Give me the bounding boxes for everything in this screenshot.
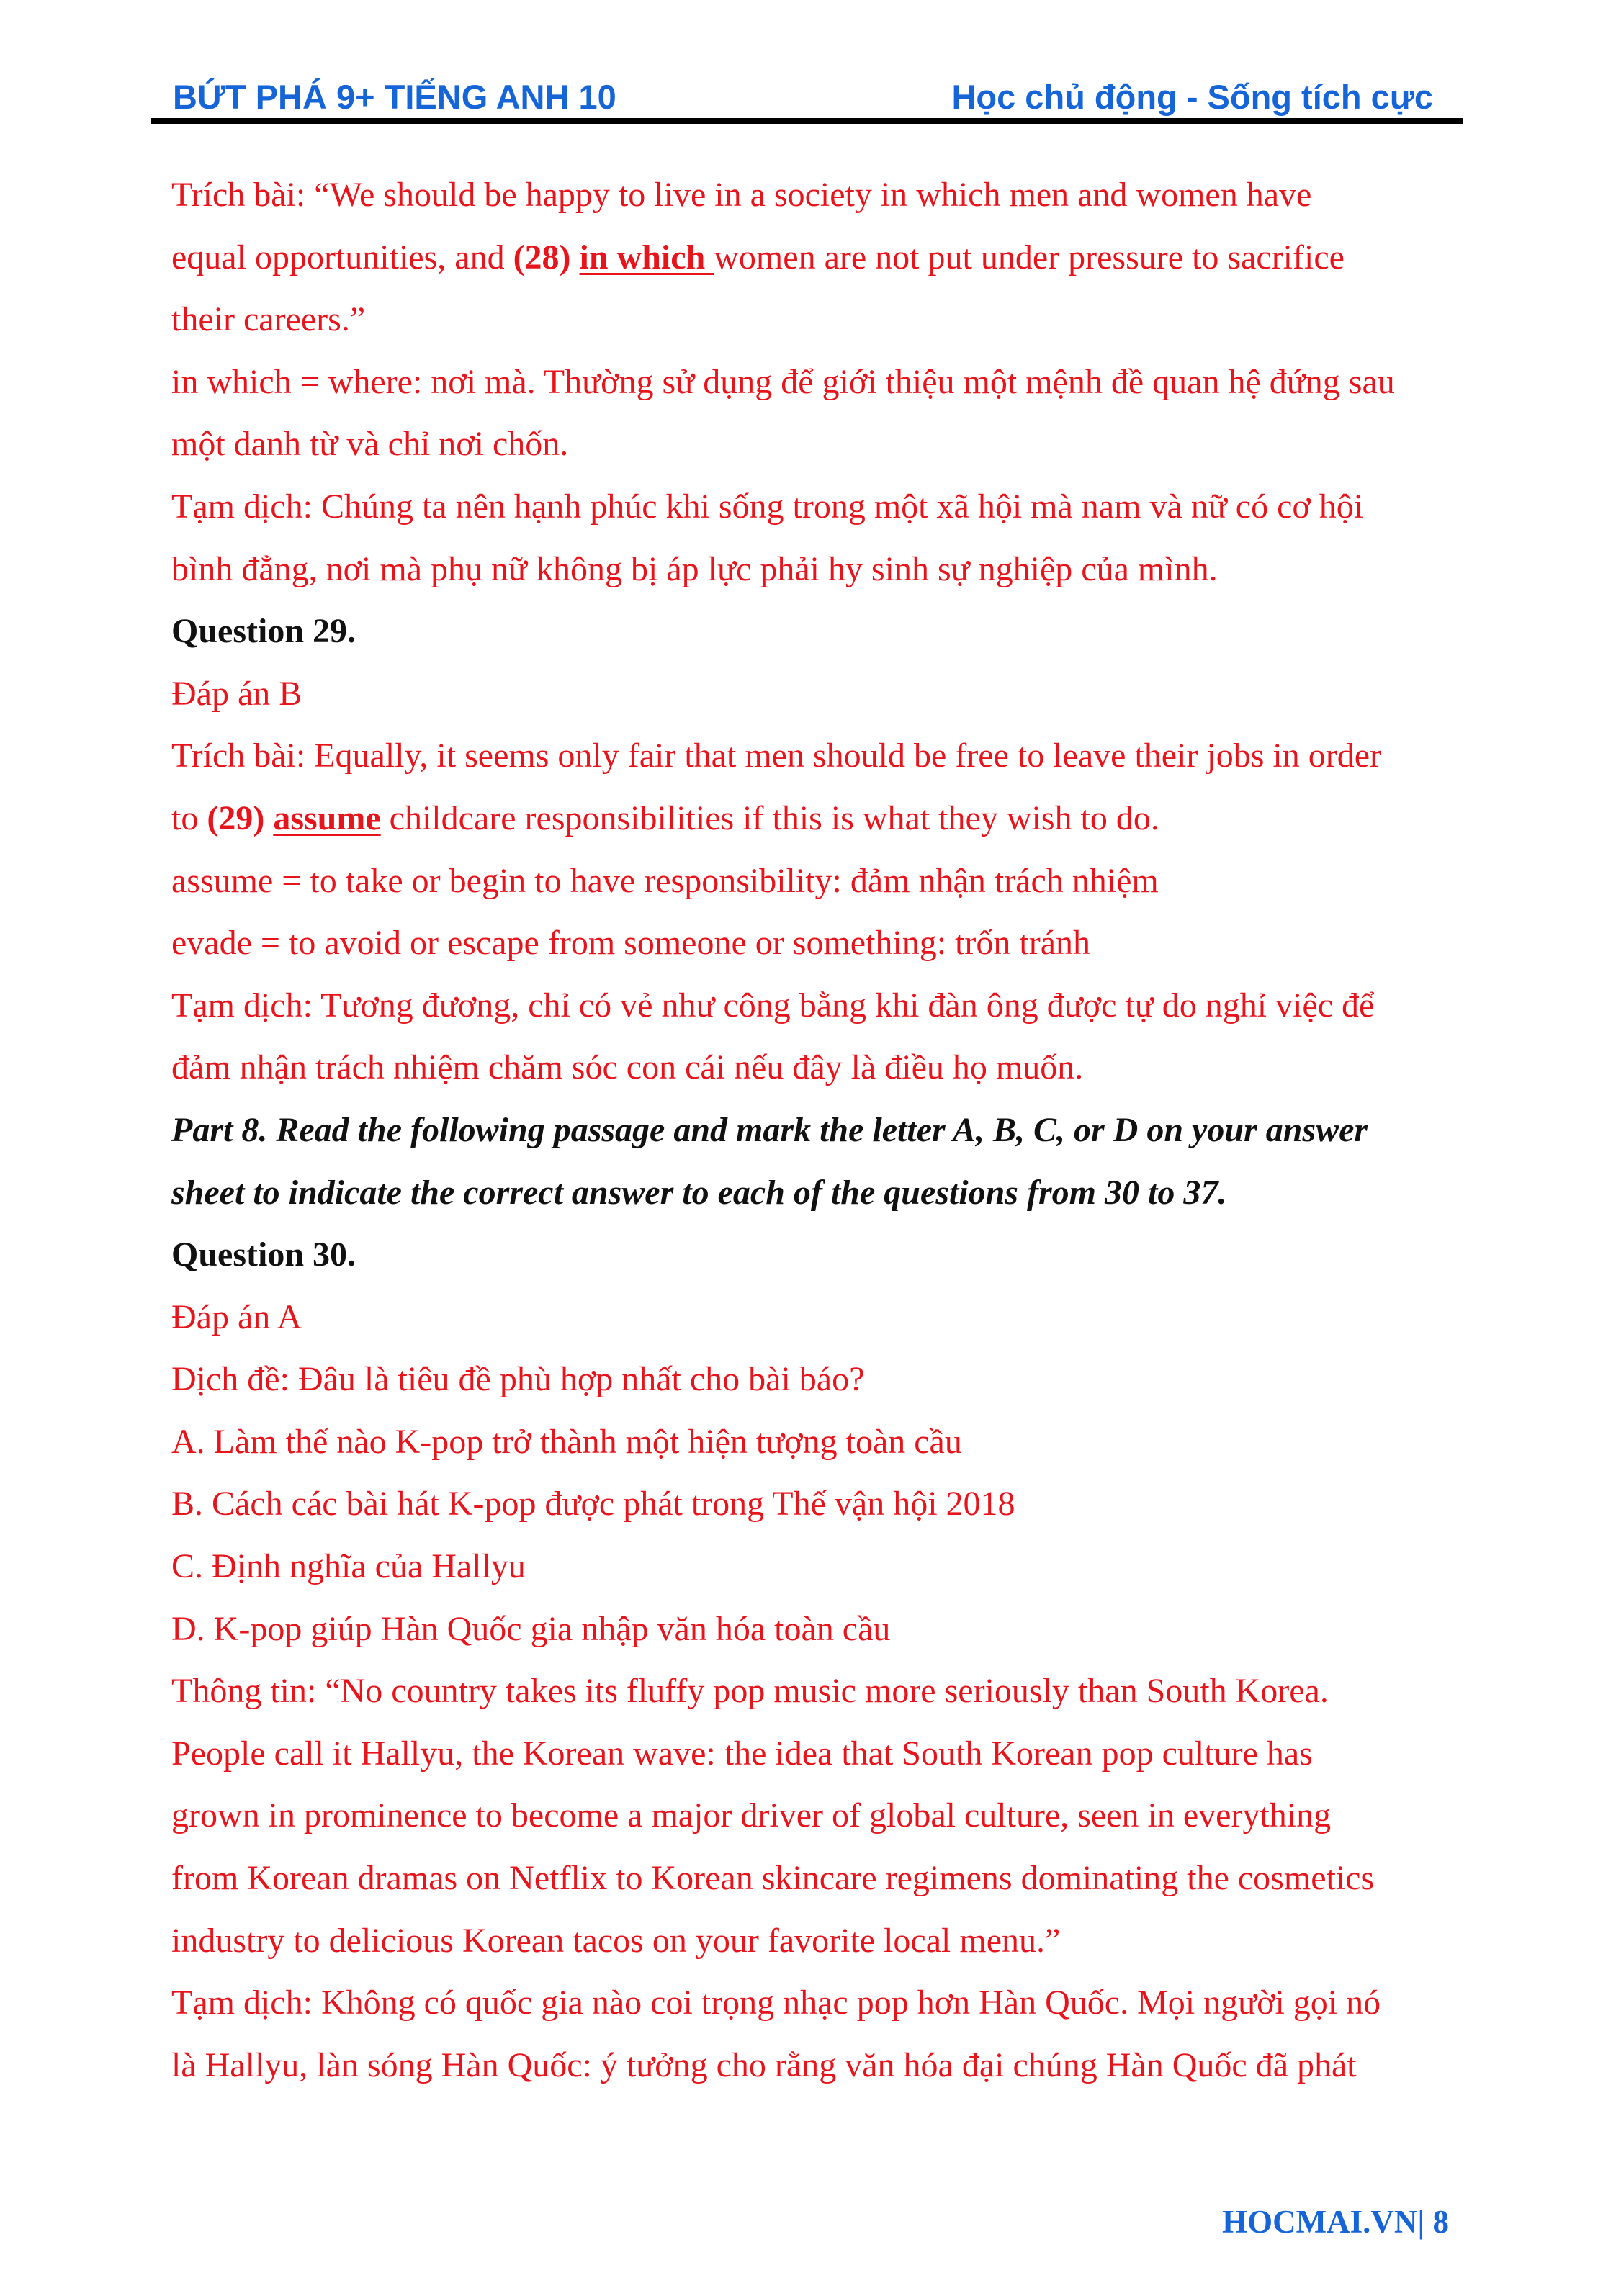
q30-info-line-4: from Korean dramas on Netflix to Korean skincare regimens dominating the cosmetics [171,1859,1375,1898]
q30-info-line-2: People call it Hallyu, the Korean wave: the idea that South Korean pop culture has [171,1734,1313,1773]
q29-excerpt-line-2: to (29) assume childcare responsibilities if this is what they wish to do. [171,798,1159,837]
q30-question: Dịch đề: Đâu là tiêu đề phù hợp nhất cho bài báo? [171,1360,865,1399]
part8-instruction-line-2: sheet to indicate the correct answer to each of the questions from 30 to 37. [171,1173,1227,1212]
q28-translation-line-2: bình đẳng, nơi mà phụ nữ không bị áp lực phải hy sinh sự nghiệp của mình. [171,549,1218,588]
page-footer [1222,2203,1449,2241]
q28-note-line-2: một danh từ và chỉ nơi chốn. [171,425,569,464]
q30-answer: Đáp án A [171,1297,302,1336]
q30-info-line-3: grown in prominence to become a major driver of global culture, seen in everything [171,1796,1332,1835]
q29-number: (29) [207,798,265,837]
header-course-title: BỨT PHÁ 9+ TIẾNG ANH 10 [173,78,616,116]
q29-title: Question 29. [171,612,356,651]
q28-number: (28) [513,238,571,276]
q29-answer-word: assume [273,798,381,837]
q30-title: Question 30. [171,1235,356,1274]
footer-site-name: HOCMAI.VN [1222,2204,1418,2240]
q30-info-line-5: industry to delicious Korean tacos on your favorite local menu.” [171,1921,1061,1960]
q28-excerpt-line-3: their careers.” [171,300,366,339]
q30-translation-line-1: Tạm dịch: Không có quốc gia nào coi trọng nhạc pop hơn Hàn Quốc. Mọi người gọi nó [171,1984,1381,2022]
q29-translation-line-2: đảm nhận trách nhiệm chăm sóc con cái nếu đây là điều họ muốn. [171,1048,1084,1087]
q29-translation-line-1: Tạm dịch: Tương đương, chỉ có vẻ như công bằng khi đàn ông được tự do nghỉ việc để [171,986,1375,1025]
q29-definition-assume: assume = to take or begin to have responsibility: đảm nhận trách nhiệm [171,861,1159,900]
page-number: 8 [1432,2204,1449,2240]
q29-definition-evade: evade = to avoid or escape from someone or something: trốn tránh [171,924,1091,963]
q29-answer: Đáp án B [171,674,302,713]
header-divider [151,118,1463,124]
q28-translation-line-1: Tạm dịch: Chúng ta nên hạnh phúc khi sống trong một xã hội mà nam và nữ có cơ hội [171,487,1364,526]
page-body [171,164,1460,2097]
q28-note-line-1: in which = where: nơi mà. Thường sử dụng để giới thiệu một mệnh đề quan hệ đứng sau [171,362,1395,401]
q30-info-line-1: Thông tin: “No country takes its fluffy pop music more seriously than South Korea. [171,1672,1329,1711]
page-header [167,72,1462,122]
part8-instruction-line-1: Part 8. Read the following passage and mark the letter A, B, C, or D on your answer [171,1110,1368,1149]
footer-separator: | [1417,2204,1433,2240]
q30-option-d: D. K-pop giúp Hàn Quốc gia nhập văn hóa toàn cầu [171,1609,891,1648]
q29-excerpt-line-1: Trích bài: Equally, it seems only fair that men should be free to leave their jobs in order [171,737,1382,775]
q28-excerpt-line-2: equal opportunities, and (28) in which women are not put under pressure to sacrifice [171,238,1345,276]
q28-answer-word: in which [579,238,714,276]
q28-excerpt-line-1: Trích bài: “We should be happy to live in a society in which men and women have [171,176,1312,214]
q30-translation-line-2: là Hallyu, làn sóng Hàn Quốc: ý tưởng cho rằng văn hóa đại chúng Hàn Quốc đã phát [171,2045,1357,2084]
q30-option-c: C. Định nghĩa của Hallyu [171,1547,526,1586]
header-slogan: Học chủ động - Sống tích cực [951,78,1433,116]
q30-option-a: A. Làm thế nào K-pop trở thành một hiện tượng toàn cầu [171,1422,962,1461]
q30-option-b: B. Cách các bài hát K-pop được phát trong Thế vận hội 2018 [171,1485,1015,1523]
